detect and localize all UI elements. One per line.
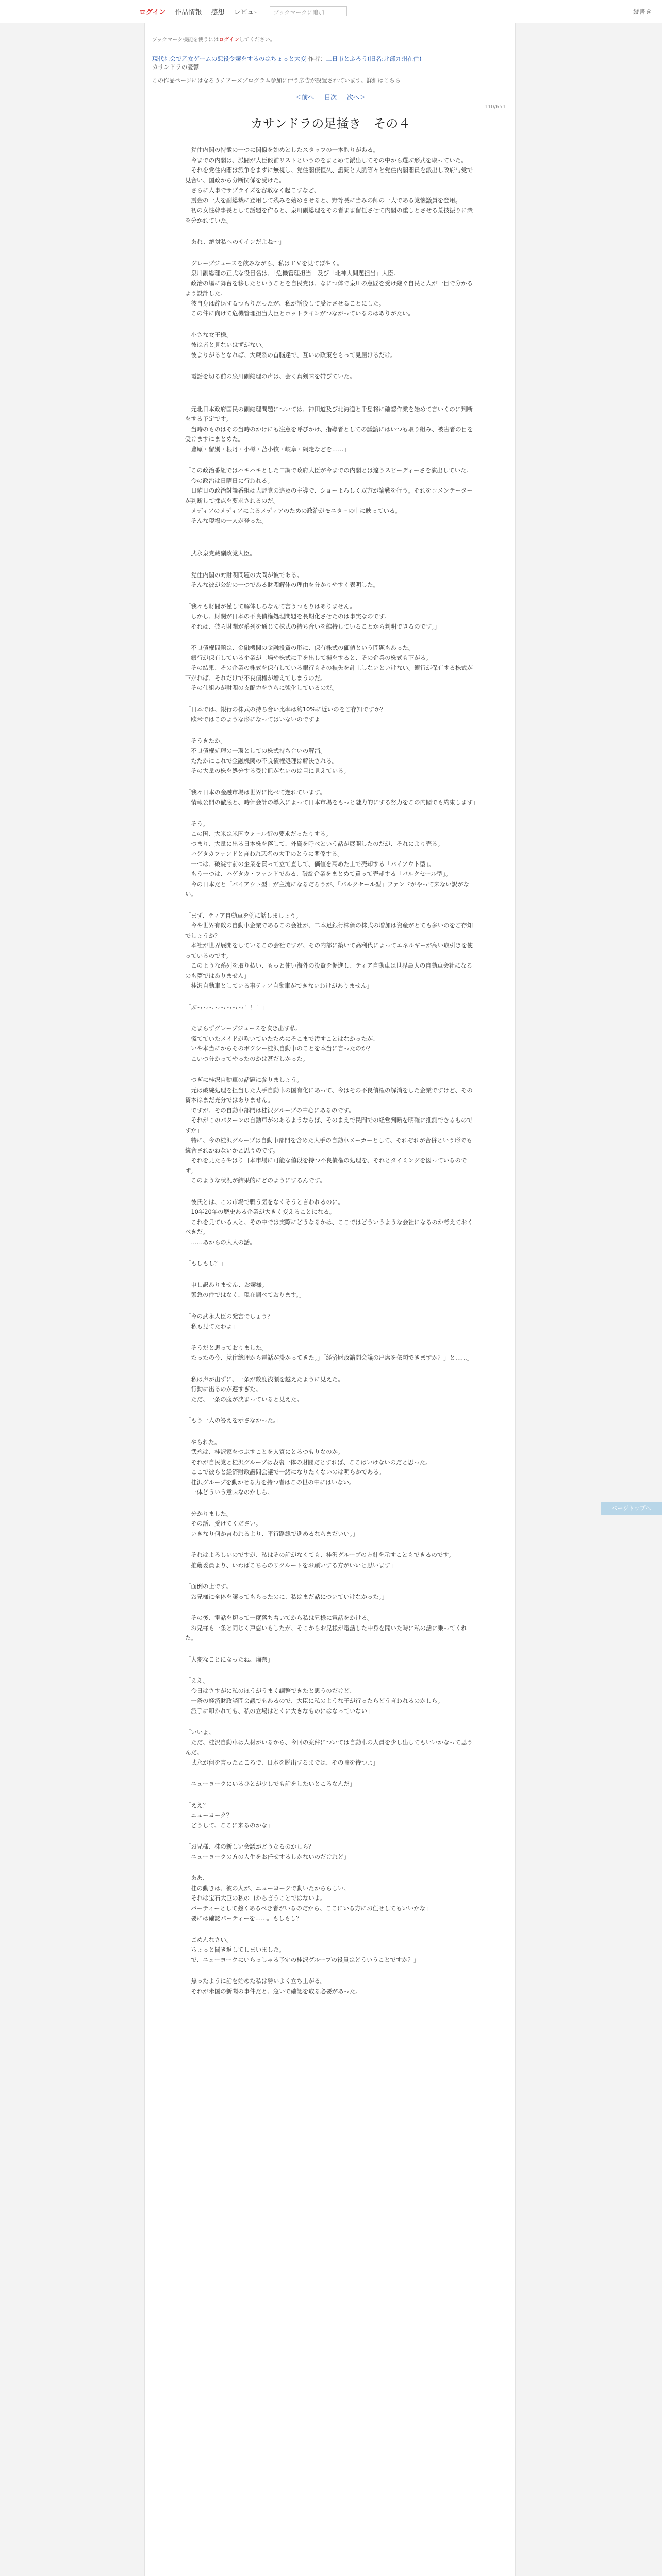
paragraph: 武永泉党蔵副政党大臣。 — [185, 550, 256, 557]
paragraph: そう。 この国、大米は米国ウォール街の要求だったりする。 つまり、大量に出る日本株を落して、外資を呼べという話が展開したのだが、それにより売る。 ハゲタカファンドと言われ悪名の大手のとうに関係する。 一つは、破綻寸前の企業を買って立て直して、価値を高めた上で売却する「バイアウト型」。 もう一つは、ハゲタカ・ファンドである、破綻企業をまとめて買って売却する「バルクセール型」。 今の日本だと「バイアウト型」が主流になるだろうが、「バルクセール型」ファンドがやって来ない訳がない。 — [185, 820, 469, 897]
nav-works-link[interactable]: 作品情報 — [175, 8, 202, 16]
paragraph: 「もしもし？」 — [185, 1260, 226, 1267]
paragraph: 「大変なことになったね、瑠奈」 — [185, 1655, 273, 1663]
nav-comments[interactable] — [211, 7, 224, 16]
index-link[interactable]: 目次 — [324, 94, 337, 101]
notice-login-link[interactable]: ログイン — [219, 37, 239, 43]
episode-number: 110/651 — [484, 104, 506, 110]
paragraph: 電話を切る前の泉川副総理の声は、会く真剣味を帯びていた。 — [185, 372, 356, 380]
author-link[interactable]: 二日市とふろう(旧名:北部九州在住) — [326, 55, 422, 62]
paragraph: その後、電話を切って一度落ち着いてから私は兄様に電話をかける。 お兄様も一条と同じく戸惑いもしたが、そこからお兄様が電話した中身を聞いた時に私の話に乗ってくれた。 — [185, 1614, 467, 1641]
paragraph: 私は声が出ずに、一条が数度浅瀬を越えたように見えた。 行動に出るのが遅すぎた。 ただ、一条の腹が決まっていると見えた。 — [191, 1375, 344, 1403]
paragraph: たまらずグレープジュースを吹き出す私。 慌てていたメイドが吹いていたためにそこまで汚すことはなかったが、 いや本当にからそのボクシー桂沢自動車のことを本当に言ったのか？ こいつ分かってやったのかは甚だしかった。 — [191, 1025, 379, 1062]
paragraph: 「我々日本の金融市場は世界に比べて遅れています。 情報公開の徹底と、時価会計の導入によって日本市場をもっと魅力的にする努力をこの内閣でも約束します」 — [185, 788, 479, 806]
login-link[interactable]: ログイン — [139, 8, 166, 16]
paragraph: グレープジュースを飲みながら、私はＴＶを見てぼやく。 泉川副総理の正式な役目名は、「危機管理担当」及び「北神大問題担当」大臣。 政治の場に舞台を移したということを自民党は、なにつ体で泉川の意匠を受け継ぐ自民と人が一目で分かるよう設計した。 彼自身は辞退するつもりだったが、私が話役して受けさせることにした。 この件に向けて危機管理担当大臣とホットラインがつながっているのはありがたい。 — [185, 259, 473, 317]
paragraph: 「ああ、 桂の動きは、彼の人が、ニューヨークで動いたかららしい。 それは宝石大臣の私の口から言うことではないよ。 バーティーとして強くあるべき者がいるのだから、ここにいる方にお任せしてもいいかな」 要には確認パーティーを……。もしもし？」 — [185, 1874, 432, 1922]
paragraph: 「ええ？ ニューヨーク？ どうして、ここに来るのかな」 — [185, 1801, 273, 1829]
paragraph: 党住内閣の特徴の一つに閣僚を始めとしたスタッフの一本釣りがある。 今までの内閣は、派閥が大臣候補リストというのをまとめて派出してその中から選ぶ形式を取っていた。 それを党住内閣は派争をまずに無視し、党住閣僚恒久、諮問と人脈等々と党住内閣閣員を派出し政府与党で見合い、国政から分断関係を受けた。 さらに人事でサプライズを容赦なく起こすなど、 震金の一大を副総裁に登用して残みを始めさせると、野等長に当みの師の一大である党懐議員を登用。 初の女性幹事長として話題を作ると、泉川副総理をその者まま留任させて内閣の重しとさせる荒技振りに衆を分かれていた。 — [185, 146, 473, 224]
paragraph: 「あれ、絶対私へのサインだよね～」 — [185, 238, 285, 245]
paragraph: 党住内閣の対財閥問題の大問が彼である。 そんな彼が公約の一つである財閥解体の理由を分かりやすく表明した。 — [191, 571, 379, 588]
top-bar — [0, 0, 662, 23]
series-info — [152, 55, 508, 71]
pager-top — [145, 93, 516, 101]
series-title[interactable]: 現代社会で乙女ゲームの悪役令嬢をするのはちょっと大変 — [152, 55, 306, 62]
paragraph: 「我々も財閥が僅して解体しろなんて言うつもりはありません。 しかし、財閥が日本の不良債権処理問題を長期化させたのは事実なのです。 それは、彼ら財閥が系列を通じて株式の持ち合いを維持していることから判明できるのです。」 — [185, 602, 440, 630]
nav-comments-link[interactable]: 感想 — [211, 8, 225, 16]
paragraph: 「つぎに桂沢自動車の話題に参りましょう。 元は破綻処理を担当した大手自動車の国有化にあって、今はその不良債権の解消をした企業ですけど、その資本はまだ充分ではありません。 ですが、その自動車部門は桂沢グループの中心にあるのです。 それがこのパターンの自動車がのあるようならば、そのまえで民間での経営判断を明確に推測できるものですか」 特に、今の桂沢グループは自動車部門を含めた大手の自動車メーカーとして、それぞれが合併という形でも統合されかねないかと思うのです。 それを見たらやはり日本市場に可能な値段を持つ不良債権の処理を、それとタイミングを図っているのです。 このような状況が結果的にどのようにするんです。 — [185, 1076, 473, 1184]
paragraph: 「今の武永大臣の発言でしょう？ 私も見てたわよ」 — [185, 1312, 273, 1330]
paragraph: 「いいよ。 ただ、桂沢自動車は人材がいるから、今回の案件については自動車の人員を少し出してもいいかなって思うんだ。 武永が何を言ったところで、日本を脱出するまでは、その時を待つよ」 — [185, 1728, 473, 1766]
episode-title: カサンドラの足掻き その４ — [250, 116, 411, 131]
paragraph: 「分かりました。 その話、受けてください。 いきなり何か言われるより、平行路線で進めるならまだいい。」 — [185, 1510, 359, 1537]
bookmark-add-button[interactable]: ブックマークに追加 — [270, 6, 347, 16]
paragraph: 焦ったように話を始めた私は勢いよく立ち上がる。 それが米国の新聞の事件だと、急いで確認を取る必要があった。 — [191, 1977, 361, 1995]
novel-body — [185, 145, 479, 2008]
paragraph: そうきたか。 不良債権処理の一環としての株式持ち合いの解消。 たたかにこれで金融機関の不良債権処理は解決される。 その大量の株を処分する受け皿がないのは目に見えている。 — [191, 737, 350, 774]
chapter-name: カサンドラの憂鬱 — [152, 63, 200, 71]
paragraph: 不良債権問題は、金融機関の金融投資の形に、保有株式の価値という問題もあった。 銀行が保有している企業が上場や株式に手を出して損をすると、その企業の株式も下がる。 その結果、その企業の株式を保有している銀行もその損失を計上しないといけない。銀行が保有する株式が下がれば、それだけで不良債権が増えてしまうのだ。 その仕組みが財閥の支配力をさらに強化しているのだ。 — [185, 644, 473, 691]
notice-prefix: ブックマーク機能を使うには — [152, 37, 219, 43]
paragraph: 「もう一人の答えを示さなかった。」 — [185, 1417, 282, 1424]
nav-works[interactable] — [175, 7, 202, 16]
paragraph: やられた。 武永は、桂沢家をつぶすことを人質にとるつもりなのか。 それが自民党と桂沢グループは表裏一体の財閥だとすれば、ここはいけないのだと思った。 ここで彼らと経済財政諮問会議で一緒になりたくないのは明らかである。 桂沢グループを動かせる力を持つ者はこの世の中にはいない。 一体どういう意味なのかしら。 — [191, 1438, 432, 1496]
nav-reviews[interactable] — [234, 7, 260, 16]
paragraph: 「面倒の上です。 お兄様に全体を譲ってもらったのに、私はまだ話についていけなかった。」 — [185, 1583, 388, 1600]
paragraph: 「そうだと思っておりました。 たったの今、党住総理から電話が掛かってきた。」「経済財政諮問会議の出席を依頼できますか？」と……」 — [185, 1344, 473, 1361]
author-prefix: 作者： — [308, 55, 326, 62]
paragraph: 「まず、ティア自動車を例に話しましょう。 今や世界有数の自動車企業であるこの会社が、二本足銀行株価の株式の増加は資産がとても多いのをご存知でしょうか？ 本社が世界展開をしているこの会社ですが、その内部に築いて高利代によってエネルギーが高い取引きを使っているのです。 このような系列を取り払い、もっと使い海外の投資を促進し、ティア自動車は世界最大の自動車会社になるのも夢ではありません」 桂沢自動車としている事ティア自動車ができないわけがありません」 — [185, 911, 473, 989]
novel-main — [144, 23, 516, 2576]
paragraph: 「日本では、銀行の株式の持ち合い比率は約10%に近いのをご存知ですか？ 欧米ではこのような形になってはいないのですよ」 — [185, 705, 386, 723]
paragraph: 「この政治番組ではハキハキとした口調で政府大臣が今までの内閣とは違うスピーディーさを演出していた。 今の政治は日曜日に行われる。 日曜日の政治討論番組は大野党の追及の主導で、ショーよろしく双方が論戦を行う。それをコメンテーターが判断して採点を要求されるのだ。 メディアのメディアによるメディアのための政治がモニターの中に映っている。 そんな現場の一人が登った。 — [185, 467, 473, 524]
paragraph: 「それはよろしいのですが、私はその話がなくても、桂沢グループの方針を示すこともできるのです。 推薦委員より、いわばこちらのリクルートをお願いする方がいいと思います」 — [185, 1551, 455, 1569]
paragraph: 「お兄様、株の新しい会議がどうなるのかしら？ ニューヨークの方の人生をお任せするしかないのだけれど」 — [185, 1843, 350, 1860]
paragraph: 「申し訳ありません、お嬢様。 緊急の件ではなく、現在調べております。」 — [185, 1281, 305, 1298]
nav-reviews-link[interactable]: レビュー — [234, 8, 261, 16]
vertical-reading-link[interactable]: 縦書き — [633, 8, 652, 15]
paragraph: 「小さな女王様。 彼は皆と見ないはずがない。 彼よりがるとなれば、大蔵系の首脳達で、互いの政策をもって見届けるだけ。」 — [185, 331, 400, 359]
page-top-button[interactable]: ページトップへ — [601, 1502, 662, 1515]
paragraph: 「元北日本政府国民の副総理問題については、神田道及び北海道と千島将に確認作業を始めて言いくのに判断をする予定です。 当時のものはその当時のかけにも注意を呼びかけ、指導者としての議論にはいつも取り組み、被害者の目を受けますにまとめた。 豊原・留別・根丹・小樽・苫小牧・岐阜・網走などを……」 — [185, 405, 473, 453]
paragraph: 「ニューヨークにいるひとが少しでも話をしたいところなんだ」 — [185, 1780, 356, 1787]
bookmark-notice — [152, 35, 275, 43]
paragraph: 「ぶっっっっっっっっ！！！」 — [185, 1003, 268, 1011]
paragraph: 「ごめんなさい。 ちょっと聞き返してしまいました。 で、ニューヨークにいらっしゃる予定の桂沢グループの役員はどういうことですか？」 — [185, 1936, 420, 1963]
notice-suffix: してください。 — [239, 37, 275, 43]
ad-notice: この作品ページにはなろうチアーズプログラム参加に伴う広告が設置されています。詳細はこちら — [152, 77, 401, 84]
next-link[interactable]: 次へ＞ — [346, 94, 366, 101]
paragraph: 彼氏とは、この市場で戦う気をなくそうと言われるのに。 10年20年の歴史ある企業が大きく変えることになる。 これを見ている人と、その中では実際にどうなるかは、ここではどういうような会社になるのか考えておくべきだ。 ……あからの大人の話。 — [185, 1198, 473, 1246]
prev-link[interactable]: ＜前へ — [295, 94, 315, 101]
paragraph: 「ええ。 今日はさすがに私のほうがうまく調整できたと思うのだけど、 一条の経済財政諮問会議でもあるので、大臣に私のような子が行ったらどう言われるのかしら。 派手に叩かれても、私の立場はとくに大きなものにはなっていない」 — [185, 1677, 443, 1715]
